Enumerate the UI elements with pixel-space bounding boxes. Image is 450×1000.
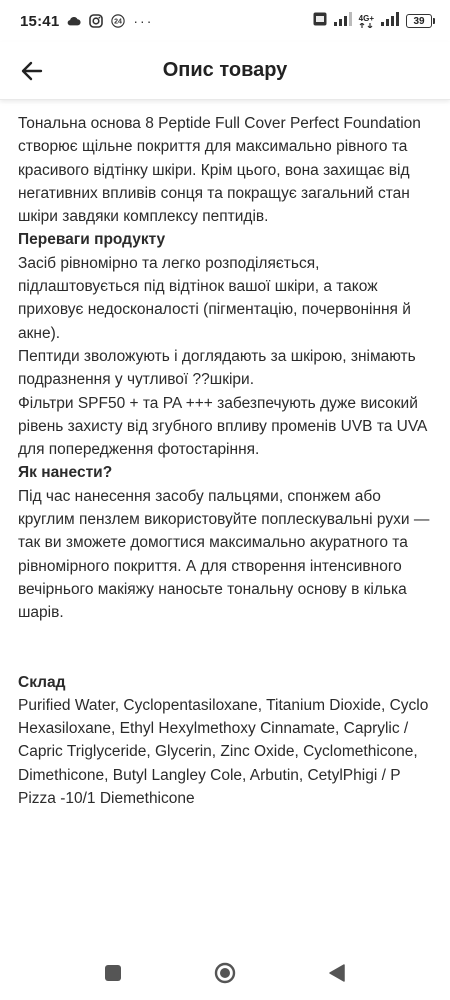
battery-icon: 39 xyxy=(406,14,432,28)
usage-paragraph: Під час нанесення засобу пальцями, спонжем або круглим пензлем використовуйте поплескувальні рухи — так ви зможете домогтися максимально акуратного та рівномірного покриття. А для створення інтенсивного вечірнього макіяжу наносьте тональну основу в кілька шарів. xyxy=(18,487,430,622)
signal-2-icon xyxy=(380,12,400,30)
network-type: 4G+ xyxy=(359,15,374,28)
page-title: Опис товару xyxy=(162,59,288,81)
usage-heading: Як нанести? xyxy=(18,464,113,482)
arrow-left-icon xyxy=(21,61,43,81)
triangle-back-icon xyxy=(328,963,346,983)
home-button[interactable] xyxy=(205,953,245,993)
benefit-paragraph-1: Засіб рівномірно та легко розподіляється, підлаштовується під відтінок вашої шкіри, а також приховує недосконалості (пігментацію, почервоніння й акне). xyxy=(18,254,411,342)
benefit-paragraph-2: Пептиди зволожують і доглядають за шкірою, знімають подразнення у чутливої ??шкіри. xyxy=(18,347,416,389)
status-right xyxy=(313,12,432,30)
benefits-heading: Переваги продукту xyxy=(18,231,166,249)
more-notifications-icon: ··· xyxy=(133,13,154,29)
notification-count: 24 xyxy=(114,18,123,26)
status-left xyxy=(20,13,153,30)
benefit-paragraph-3: Фільтри SPF50 + та PA +++ забезпечують дуже високий рівень захисту від згубного впливу променів UVB та UVA для попередження фотостаріння. xyxy=(18,394,427,459)
recents-button[interactable] xyxy=(93,953,133,993)
square-icon xyxy=(104,964,122,982)
product-description xyxy=(18,112,432,947)
cloud-icon xyxy=(67,14,81,28)
volte-icon xyxy=(313,12,327,30)
status-time: 15:41 xyxy=(20,12,60,30)
notification-count-icon xyxy=(111,14,125,28)
composition-heading: Склад xyxy=(18,673,66,691)
spacer xyxy=(18,625,432,671)
signal-1-icon xyxy=(333,12,353,30)
instagram-icon xyxy=(89,14,103,28)
circle-icon xyxy=(214,962,236,984)
status-bar xyxy=(0,0,450,42)
app-bar xyxy=(0,42,450,100)
intro-paragraph: Тональна основа 8 Peptide Full Cover Perfect Foundation створює щільне покриття для максимально рівного та красивого відтінку шкіри. Крім цього, вона захищає від негативних впливів сонця та покращує загальний стан шкіри завдяки комплексу пептидів. xyxy=(18,115,421,226)
back-button[interactable] xyxy=(16,55,48,87)
composition-paragraph: Purified Water, Cyclopentasiloxane, Titanium Dioxide, Cyclo Hexasiloxane, Ethyl Hexylmethoxy Cinnamate, Caprylic / Capric Triglyceride, Glycerin, Zinc Oxide, Cyclomethicone, Dimethicone, Butyl Langley Cole, Arbutin, CetylPhigi / P Pizza -10/1 Diemethicone xyxy=(18,696,429,808)
system-nav-bar xyxy=(0,946,450,1000)
back-nav-button[interactable] xyxy=(317,953,357,993)
